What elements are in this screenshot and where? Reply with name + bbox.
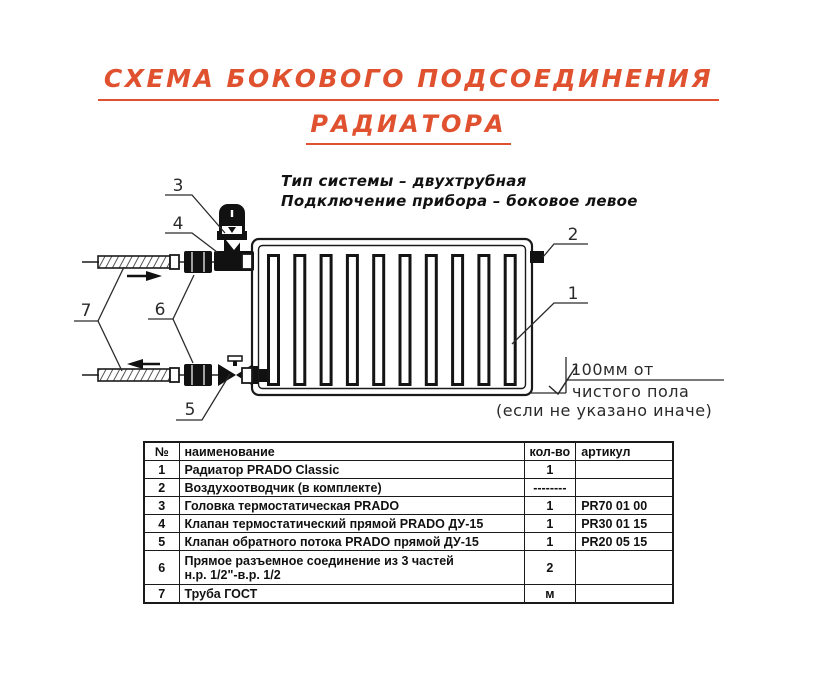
row-article <box>576 479 673 497</box>
row-qty: -------- <box>524 479 576 497</box>
callout-1: 1 <box>567 284 579 304</box>
radiator-stub-bottom <box>242 368 252 383</box>
row-name: Воздухоотводчик (в комплекте) <box>179 479 524 497</box>
radiator-body <box>252 239 544 395</box>
table-row <box>144 533 673 551</box>
row-num: 4 <box>144 515 179 533</box>
row-qty: м <box>524 585 576 604</box>
row-article <box>576 461 673 479</box>
flow-arrow-return <box>127 359 160 369</box>
flow-arrow-supply <box>127 271 162 281</box>
callout-5: 5 <box>184 400 196 420</box>
table-row <box>144 461 673 479</box>
union-coupling-top <box>184 251 212 273</box>
row-num: 1 <box>144 461 179 479</box>
row-qty: 1 <box>524 461 576 479</box>
row-num: 6 <box>144 551 179 585</box>
note-connection-type: Подключение прибора – боковое левое <box>281 192 638 210</box>
note-system-type: Тип системы – двухтрубная <box>281 172 527 190</box>
row-name: Клапан термостатический прямой PRADO ДУ-15 <box>179 515 524 533</box>
table-row <box>144 585 673 604</box>
row-article <box>576 585 673 604</box>
row-name-line1: Прямое разъемное соединение из 3 частей <box>184 553 454 568</box>
row-qty: 1 <box>524 497 576 515</box>
row-name: Радиатор PRADO Classic <box>179 461 524 479</box>
row-qty: 1 <box>524 515 576 533</box>
row-num: 3 <box>144 497 179 515</box>
row-name: Головка термостатическая PRADO <box>179 497 524 515</box>
title-line-2: РАДИАТОРА <box>306 110 510 145</box>
row-article: PR30 01 15 <box>576 515 673 533</box>
header-num: № <box>144 442 179 461</box>
header-qty: кол-во <box>524 442 576 461</box>
row-num: 7 <box>144 585 179 604</box>
callout-6: 6 <box>154 300 166 320</box>
parts-table <box>143 441 674 604</box>
row-num: 5 <box>144 533 179 551</box>
table-row <box>144 479 673 497</box>
callout-3: 3 <box>172 176 184 196</box>
row-article: PR20 05 15 <box>576 533 673 551</box>
row-article: PR70 01 00 <box>576 497 673 515</box>
dimension-line-1: 100мм от <box>571 360 654 379</box>
header-name: наименование <box>179 442 524 461</box>
table-row <box>144 551 673 585</box>
row-num: 2 <box>144 479 179 497</box>
callout-2: 2 <box>567 225 579 245</box>
callout-4: 4 <box>172 214 184 234</box>
row-name-line2: н.р. 1/2"-в.р. 1/2 <box>184 567 281 582</box>
table-header-row <box>144 442 673 461</box>
row-qty: 2 <box>524 551 576 585</box>
row-name <box>179 551 524 585</box>
row-name: Клапан обратного потока PRADO прямой ДУ-15 <box>179 533 524 551</box>
table-row <box>144 497 673 515</box>
row-article <box>576 551 673 585</box>
air-vent <box>530 251 544 263</box>
callout-7: 7 <box>80 301 92 321</box>
union-coupling-bottom <box>184 364 212 386</box>
thermostatic-head <box>217 204 247 240</box>
dimension-line-3: (если не указано иначе) <box>496 401 713 420</box>
radiator-stub-top <box>242 254 252 269</box>
title-line-1: СХЕМА БОКОВОГО ПОДСОЕДИНЕНИЯ <box>98 64 719 101</box>
table-row <box>144 515 673 533</box>
dimension-line-2: чистого пола <box>572 382 690 401</box>
row-qty: 1 <box>524 533 576 551</box>
row-name: Труба ГОСТ <box>179 585 524 604</box>
header-article: артикул <box>576 442 673 461</box>
